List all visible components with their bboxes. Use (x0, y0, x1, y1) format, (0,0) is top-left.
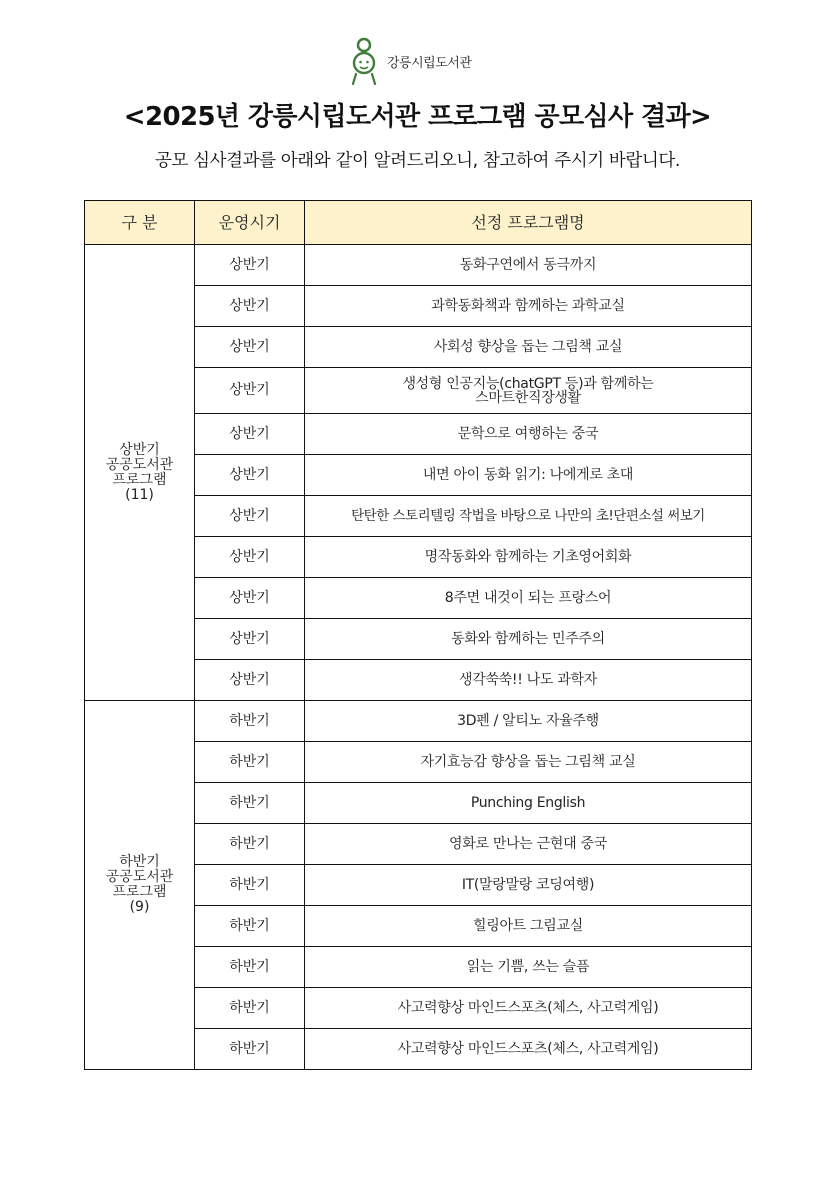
program-cell: 힐링아트 그림교실 (305, 906, 752, 947)
period-cell: 상반기 (195, 578, 305, 619)
period-cell: 상반기 (195, 660, 305, 701)
program-cell: 동화구연에서 동극까지 (305, 245, 752, 286)
results-table (84, 200, 752, 1070)
period-cell: 상반기 (195, 245, 305, 286)
period-cell: 하반기 (195, 947, 305, 988)
period-cell: 하반기 (195, 701, 305, 742)
program-cell: 명작동화와 함께하는 기초영어회화 (305, 537, 752, 578)
group-label-second-half (85, 701, 195, 1070)
group-label-line: 공공도서관 (105, 456, 174, 473)
group-label-line: 공공도서관 (105, 869, 174, 885)
group-label-line: 상반기 (119, 441, 160, 458)
program-cell: 영화로 만나는 근현대 중국 (305, 824, 752, 865)
program-cell: 사고력향상 마인드스포츠(체스, 사고력게임) (305, 1029, 752, 1070)
period-cell: 상반기 (195, 327, 305, 368)
column-header-period: 운영시기 (195, 201, 305, 245)
table-row (85, 701, 752, 742)
period-cell: 하반기 (195, 742, 305, 783)
program-cell: 3D펜 / 알티노 자율주행 (305, 701, 752, 742)
program-cell: 과학동화책과 함께하는 과학교실 (305, 286, 752, 327)
group-label-line: (9) (129, 899, 150, 915)
program-cell: 사회성 향상을 돕는 그림책 교실 (305, 327, 752, 368)
group-label-line: 하반기 (119, 854, 160, 870)
period-cell: 상반기 (195, 286, 305, 327)
group-label-line: (11) (125, 486, 154, 503)
page-subtitle: 공모 심사결과를 아래와 같이 알려드리오니, 참고하여 주시기 바랍니다. (154, 151, 681, 171)
period-cell: 상반기 (195, 496, 305, 537)
period-cell: 하반기 (195, 824, 305, 865)
logo-text: 강릉시립도서관 (387, 55, 472, 71)
table-row (85, 245, 752, 286)
program-cell: 8주면 내것이 되는 프랑스어 (305, 578, 752, 619)
period-cell: 상반기 (195, 455, 305, 496)
library-logo (345, 36, 471, 86)
period-cell: 하반기 (195, 1029, 305, 1070)
program-cell: 탄탄한 스토리텔링 작법을 바탕으로 나만의 초!단편소설 써보기 (305, 496, 752, 537)
table-header-row (85, 201, 752, 245)
period-cell: 하반기 (195, 906, 305, 947)
program-cell: 내면 아이 동화 읽기: 나에게로 초대 (305, 455, 752, 496)
library-mascot-icon (345, 36, 383, 86)
period-cell: 상반기 (195, 537, 305, 578)
group-label-line: 프로그램 (112, 884, 167, 900)
program-cell: 읽는 기쁨, 쓰는 슬픔 (305, 947, 752, 988)
page-title: <2025년 강릉시립도서관 프로그램 공모심사 결과> (123, 102, 712, 132)
program-cell: 생각쑥쑥!! 나도 과학자 (305, 660, 752, 701)
period-cell: 하반기 (195, 865, 305, 906)
program-cell: IT(말랑말랑 코딩여행) (305, 865, 752, 906)
column-header-program: 선정 프로그램명 (305, 201, 752, 245)
program-cell: 동화와 함께하는 민주주의 (305, 619, 752, 660)
program-cell: 자기효능감 향상을 돕는 그림책 교실 (305, 742, 752, 783)
program-cell: 문학으로 여행하는 중국 (305, 414, 752, 455)
period-cell: 상반기 (195, 368, 305, 414)
group-label-first-half (85, 245, 195, 701)
period-cell: 하반기 (195, 783, 305, 824)
period-cell: 상반기 (195, 619, 305, 660)
program-cell: 사고력향상 마인드스포츠(체스, 사고력게임) (305, 988, 752, 1029)
column-header-category: 구 분 (85, 201, 195, 245)
period-cell: 하반기 (195, 988, 305, 1029)
group-label-line: 프로그램 (112, 471, 167, 488)
program-cell: 생성형 인공지능(chatGPT 등)과 함께하는 스마트한직장생활 (305, 368, 752, 414)
period-cell: 상반기 (195, 414, 305, 455)
program-cell: Punching English (305, 783, 752, 824)
